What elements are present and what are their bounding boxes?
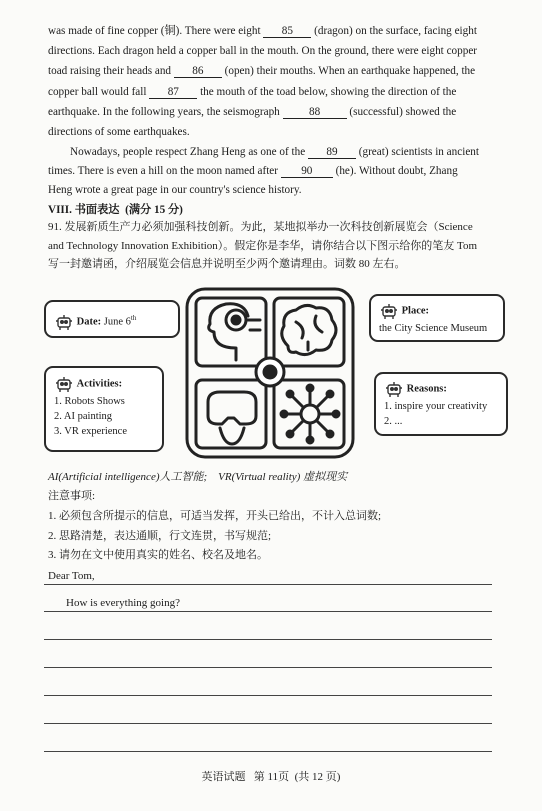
date-label: Date: — [76, 316, 102, 328]
blank-87[interactable]: 87 — [149, 86, 197, 99]
passage-line-9: Heng wrote a great page in our country's science history. — [48, 184, 302, 196]
page-footer: 英语试题 第 11页 (共 12 页) — [201, 771, 341, 783]
reasons-label: Reasons: — [406, 383, 447, 395]
place-box — [369, 294, 505, 342]
letter-greeting: Dear Tom, — [48, 570, 95, 582]
question-line-1: 91. 发展新质生产力必须加强科技创新。为此，某地拟举办一次科技创新展览会（Science — [48, 221, 473, 233]
section-heading: VIII. 书面表达 (满分 15 分) — [48, 204, 183, 216]
glossary: AI(Artificial intelligence)人工智能; VR(Virtual reality) 虚拟现实 — [48, 471, 348, 483]
passage-line-1: was made of fine copper (铜). There were eight 85 (dragon) on the surface, facing eight — [48, 25, 477, 37]
note-item: 2. 思路清楚，表达通顺，行文连贯，书写规范; — [48, 530, 272, 542]
writing-line[interactable] — [44, 584, 492, 585]
passage-line-8: times. There is even a hill on the moon named after 90 (he). Without doubt, Zhang — [48, 165, 458, 177]
writing-line[interactable] — [44, 695, 492, 696]
tech-illustration — [184, 286, 356, 460]
date-value: June 6 — [103, 316, 131, 328]
activities-label: Activities: — [76, 378, 123, 390]
blank-85[interactable]: 85 — [263, 25, 311, 38]
blank-90[interactable]: 90 — [281, 165, 333, 178]
place-label: Place: — [401, 305, 430, 317]
blank-86[interactable]: 86 — [174, 65, 222, 78]
writing-line[interactable] — [44, 639, 492, 640]
note-item: 1. 必须包含所提示的信息，可适当发挥，开头已给出，不计入总词数; — [48, 510, 382, 522]
robot-icon — [54, 312, 74, 332]
activities-box — [44, 366, 164, 452]
question-line-2: and Technology Innovation Exhibition）。假定你是李华，请你结合以下图示给你的笔友 Tom — [48, 240, 478, 252]
passage-line-6: directions of some earthquakes. — [48, 126, 190, 138]
vr-headset-icon — [208, 392, 256, 424]
robot-icon — [379, 301, 399, 321]
passage-line-2: directions. Each dragon held a copper ball in the mouth. On the ground, there were eight copper — [48, 45, 478, 57]
note-item: 3. 请勿在文中使用真实的姓名、校名及地名。 — [48, 549, 268, 561]
passage-line-5: earthquake. In the following years, the seismograph 88 (successful) showed the — [48, 106, 457, 118]
activity-item: 2. AI painting — [54, 411, 113, 422]
reasons-box — [374, 372, 508, 436]
writing-line[interactable] — [44, 723, 492, 724]
letter-opening: How is everything going? — [66, 597, 180, 609]
date-box — [44, 300, 180, 338]
blank-88[interactable]: 88 — [283, 106, 347, 119]
reason-item: 1. inspire your creativity — [384, 401, 488, 412]
reason-item: 2. ... — [384, 416, 403, 427]
passage-line-7: Nowadays, people respect Zhang Heng as one of the 89 (great) scientists in ancient — [70, 146, 479, 158]
activity-item: 3. VR experience — [54, 426, 127, 437]
passage-line-3: toad raising their heads and 86 (open) their mouths. When an earthquake happened, the — [48, 65, 476, 77]
place-value: the City Science Museum — [379, 323, 488, 334]
notes-title: 注意事项: — [48, 490, 96, 502]
activity-item: 1. Robots Shows — [54, 396, 125, 407]
passage-line-4: copper ball would fall 87 the mouth of the toad below, showing the direction of the — [48, 86, 457, 98]
writing-line[interactable] — [44, 751, 492, 752]
date-suffix: th — [130, 314, 137, 322]
question-line-3: 写一封邀请函，介绍展览会信息并说明至少两个邀请理由。词数 80 左右。 — [48, 258, 406, 270]
blank-89[interactable]: 89 — [308, 146, 356, 159]
writing-line[interactable] — [44, 611, 492, 612]
writing-line[interactable] — [44, 667, 492, 668]
robot-icon — [384, 379, 404, 399]
robot-icon — [54, 374, 74, 394]
